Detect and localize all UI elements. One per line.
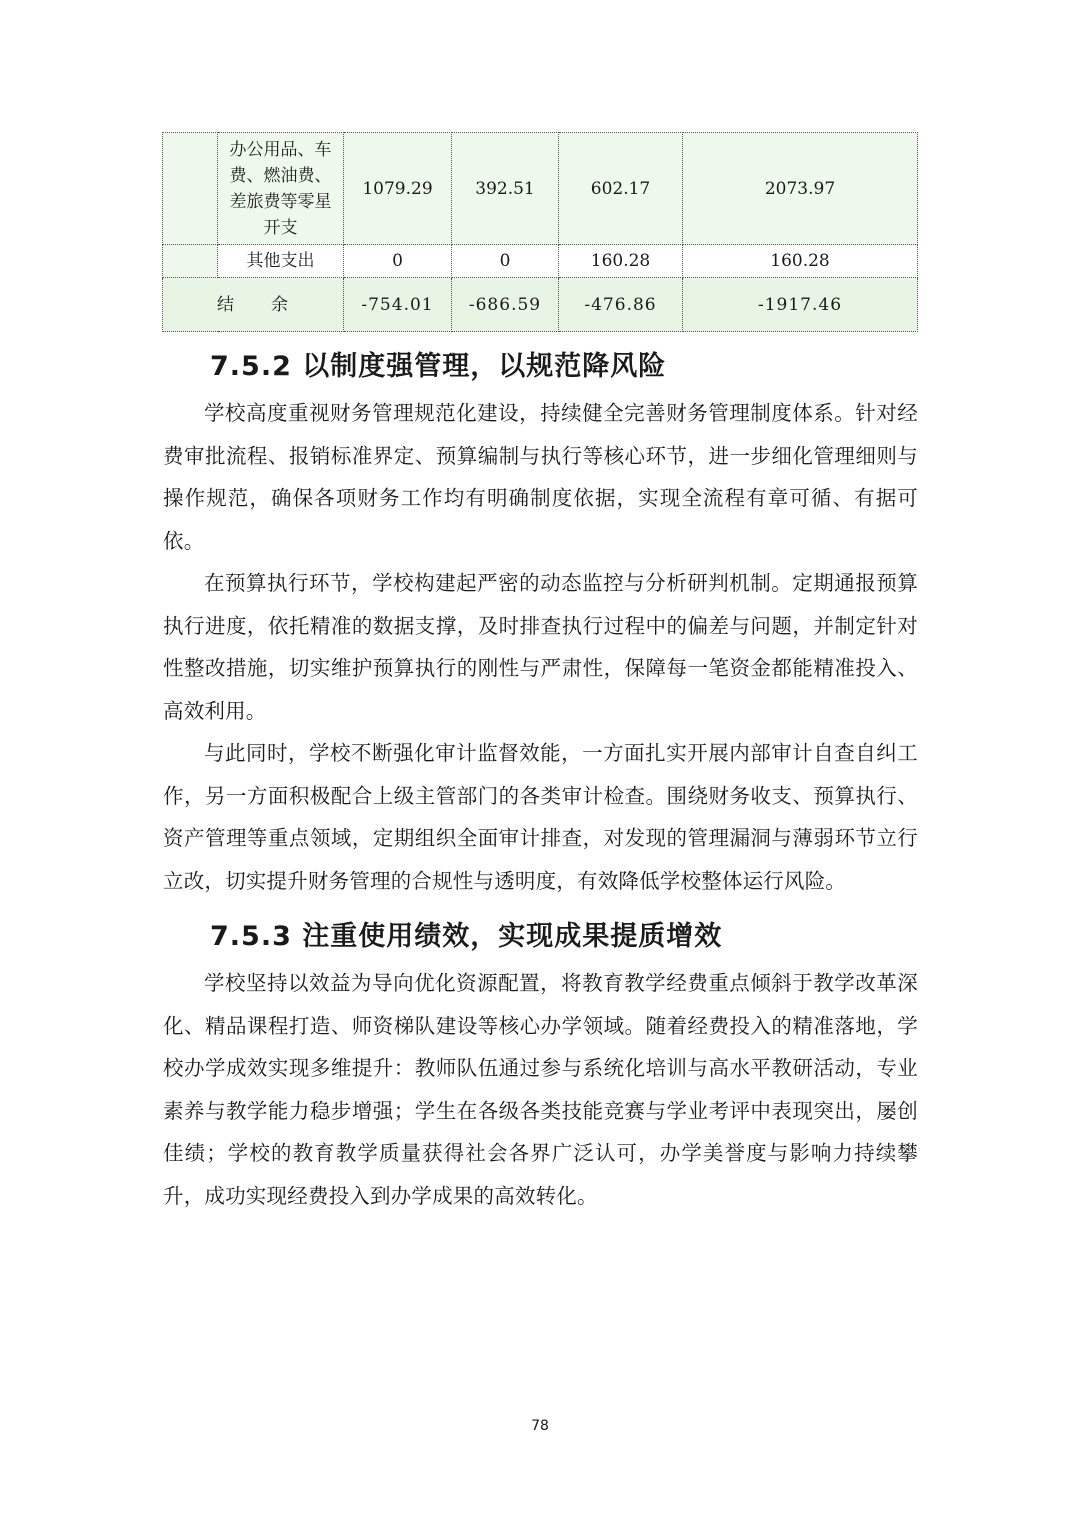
subject-cell: 其他支出 — [218, 245, 344, 278]
category-cell — [163, 133, 218, 245]
value-cell: -1917.46 — [683, 278, 918, 332]
table-row — [163, 245, 918, 278]
section-heading: 7.5.2 以制度强管理，以规范降风险 — [210, 351, 667, 382]
value-cell: -476.86 — [559, 278, 683, 332]
body-paragraph: 学校高度重视财务管理规范化建设，持续健全完善财务管理制度体系。针对经费审批流程、报销标准界定、预算编制与执行等核心环节，进一步细化管理细则与操作规范，确保各项财务工作均有明确制度依据，实现全流程有章可循、有据可依。 — [163, 401, 918, 553]
value-cell: 160.28 — [559, 245, 683, 278]
table-row — [163, 133, 918, 245]
section-heading: 7.5.3 注重使用绩效，实现成果提质增效 — [210, 921, 723, 952]
value-cell: -754.01 — [344, 278, 452, 332]
body-paragraph: 与此同时，学校不断强化审计监督效能，一方面扎实开展内部审计自查自纠工作，另一方面积极配合上级主管部门的各类审计检查。围绕财务收支、预算执行、资产管理等重点领域，定期组织全面审计排查，对发现的管理漏洞与薄弱环节立行立改，切实提升财务管理的合规性与透明度，有效降低学校整体运行风险。 — [163, 741, 918, 893]
value-cell: 602.17 — [559, 133, 683, 245]
table-row — [163, 278, 918, 332]
value-cell: 2073.97 — [683, 133, 918, 245]
body-paragraph: 在预算执行环节，学校构建起严密的动态监控与分析研判机制。定期通报预算执行进度，依托精准的数据支撑，及时排查执行过程中的偏差与问题，并制定针对性整改措施，切实维护预算执行的刚性与严肃性，保障每一笔资金都能精准投入、高效利用。 — [163, 571, 918, 723]
balance-label-cell: 结 余 — [163, 278, 344, 332]
subject-cell: 办公用品、车费、燃油费、差旅费等零星开支 — [218, 133, 344, 245]
value-cell: -686.59 — [452, 278, 559, 332]
value-cell: 0 — [344, 245, 452, 278]
value-cell: 1079.29 — [344, 133, 452, 245]
body-paragraph: 学校坚持以效益为导向优化资源配置，将教育教学经费重点倾斜于教学改革深化、精品课程打造、师资梯队建设等核心办学领域。随着经费投入的精准落地，学校办学成效实现多维提升：教师队伍通过参与系统化培训与高水平教研活动，专业素养与教学能力稳步增强；学生在各级各类技能竞赛与学业考评中表现突出，屡创佳绩；学校的教育教学质量获得社会各界广泛认可，办学美誉度与影响力持续攀升，成功实现经费投入到办学成果的高效转化。 — [163, 971, 918, 1208]
value-cell: 0 — [452, 245, 559, 278]
value-cell: 392.51 — [452, 133, 559, 245]
value-cell: 160.28 — [683, 245, 918, 278]
expense-table — [162, 132, 918, 332]
category-cell — [163, 245, 218, 278]
page-number: 78 — [531, 1418, 549, 1434]
